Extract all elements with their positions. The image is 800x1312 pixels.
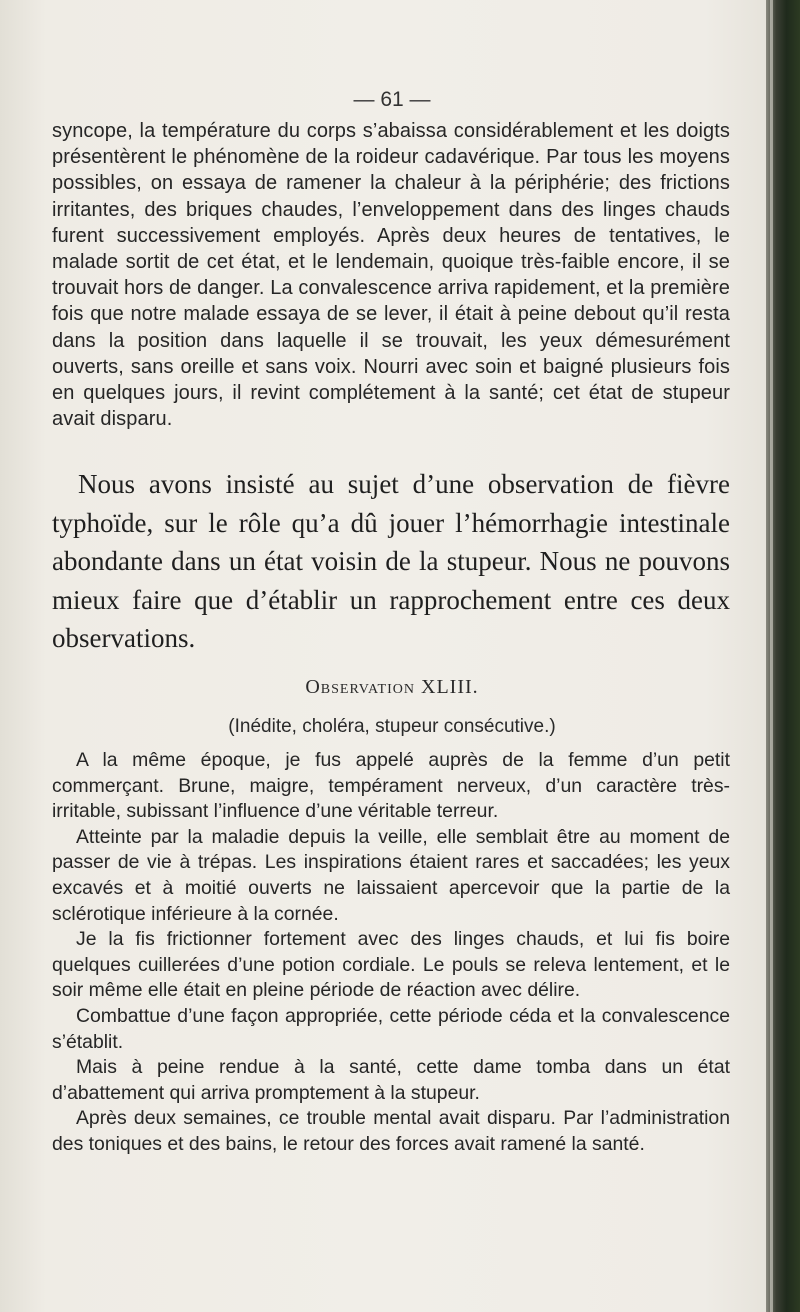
observation-paragraph: Combattue d’une façon appropriée, cette période céda et la convalescence s’établit. bbox=[52, 1004, 730, 1053]
observation-paragraph: Mais à peine rendue à la santé, cette dame tomba dans un état d’abattement qui arriva promptement à la stupeur. bbox=[52, 1056, 730, 1104]
observation-subtitle: (Inédite, choléra, stupeur consécutive.) bbox=[228, 716, 556, 737]
observation-paragraph: Atteinte par la maladie depuis la veille, elle semblait être au moment de passer de vie à trépas. Les inspirations étaient rares et saccadées; les yeux excavés et à moitié ouverts ne laissaient apercevoir que la partie de la sclérotique inférieure à la cornée. bbox=[52, 825, 730, 925]
observation-paragraph: A la même époque, je fus appelé auprès de la femme d’un petit commerçant. Brune, maigre, tempérament nerveux, d’un caractère très-irritable, subissant l’influence d’une véritable terreur. bbox=[52, 749, 730, 823]
page-edge bbox=[770, 0, 773, 1312]
observation-heading-text: Observation XLIII. bbox=[305, 676, 479, 698]
observation-body bbox=[52, 748, 730, 1158]
observation-paragraph: Après deux semaines, ce trouble mental avait disparu. Par l’administration des toniques et des bains, le retour des forces avait ramené la santé. bbox=[52, 1107, 730, 1155]
page-number: — 61 — bbox=[353, 88, 431, 111]
observation-paragraph: Je la fis frictionner fortement avec des linges chauds, et lui fis boire quelques cuillerées d’une potion cordiale. Le pouls se releva lentement, et le soir même elle était en pleine période de réaction avec délire. bbox=[52, 928, 730, 1002]
paragraph-commentary: Nous avons insisté au sujet d’une observation de fièvre typhoïde, sur le rôle qu’a dû jouer l’hémorrhagie intestinale abondante dans un état voisin de la stupeur. Nous ne pouvons mieux faire que d’établir un rapprochement entre ces deux observations. bbox=[52, 469, 730, 654]
observation-heading bbox=[52, 676, 732, 699]
paragraph-case-continuation: syncope, la température du corps s’abaissa considérablement et les doigts présentèrent le phénomène de la roideur cadavérique. Par tous les moyens possibles, on essaya de ramener la chaleur à la périphérie; des frictions irritantes, des briques chaudes, l’enveloppement dans des linges chauds furent successivement employés. Après deux heures de tentatives, le malade sortit de cet état, et le lendemain, quoique très-faible encore, il se trouvait hors de danger. La convalescence arriva rapidement, et la première fois que notre malade essaya de se lever, il était à peine debout qu’il resta dans la position dans laquelle il se trouvait, les yeux démesurément ouverts, sans oreille et sans voix. Nourri avec soin et baigné plusieurs fois en quelques jours, il revint complétement à la santé; cet état de stupeur avait disparu. bbox=[52, 120, 730, 431]
